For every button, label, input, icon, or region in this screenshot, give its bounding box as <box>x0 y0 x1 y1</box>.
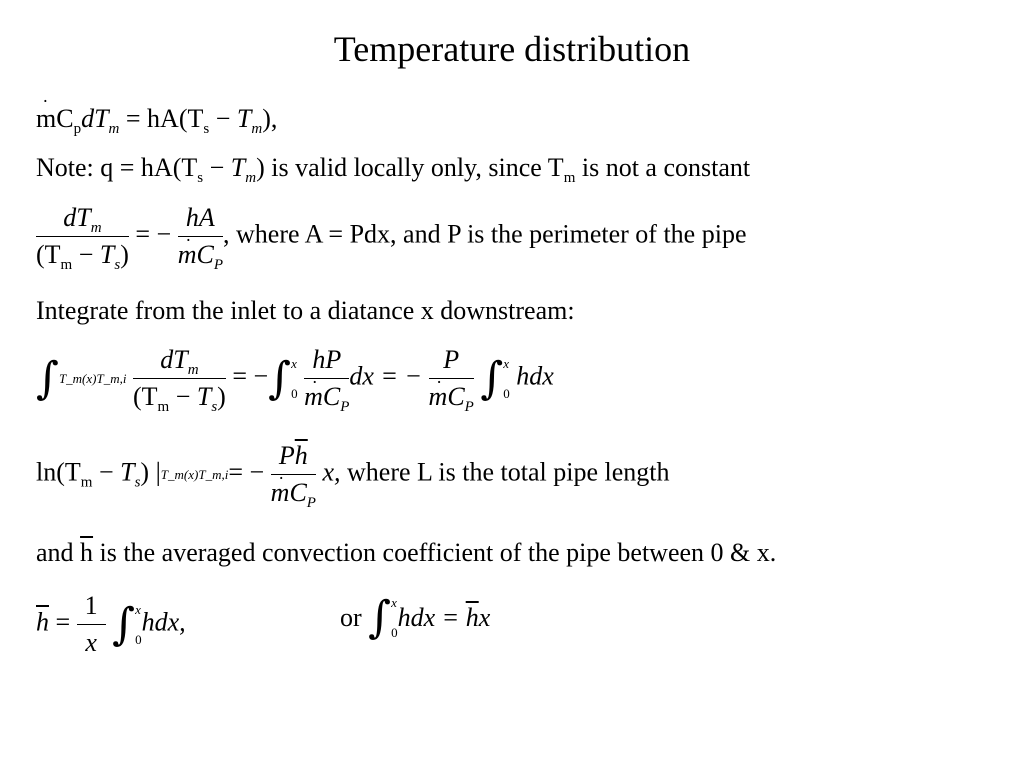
eq1-close: ), <box>262 104 278 133</box>
eq4-den: ˙ m <box>271 478 290 507</box>
eq3-pden-b: C <box>447 382 465 411</box>
hbar-b: $\overline{h}$ <box>80 538 94 567</box>
hbar-c: is the averaged convection coefficient of the pipe between 0 & x. <box>93 538 777 567</box>
note-tm: T <box>230 153 246 182</box>
eq3-pnum: P <box>443 345 460 374</box>
eq3-den: (T <box>132 382 158 411</box>
eq3-fraction-2 <box>304 342 349 415</box>
integral-sign-1: ∫ <box>36 352 59 404</box>
eq3-fnum: hP <box>312 345 342 374</box>
eq5-body: hdx, <box>141 607 186 637</box>
eq5-r1: $\overline{h}$ <box>465 603 479 632</box>
integral-sign-2: ∫ <box>268 352 292 404</box>
eq5-eq: = <box>55 607 71 637</box>
eq4-c: T <box>120 457 135 487</box>
eq3-num: dT <box>160 345 188 374</box>
eq2-num-sub: m <box>90 220 102 236</box>
eq5-body2: hdx = <box>397 603 460 632</box>
equation-hbar-alt <box>340 588 490 648</box>
equation-differential <box>36 200 746 273</box>
eq5-den: x <box>85 628 97 657</box>
eq3-lo2: 0 <box>291 385 298 401</box>
eq2-tail: , where A = Pdx, and P is the perimeter of the pipe <box>223 219 747 249</box>
eq4-a-sub: m <box>80 474 93 491</box>
integral-sign-5: ∫ <box>368 592 392 643</box>
note-d-sub: m <box>563 170 576 186</box>
eq1-dt-sub: m <box>108 121 120 137</box>
eq4-b: − <box>92 457 121 487</box>
eq5-lo: 0 <box>135 631 142 647</box>
eq1-rhs: = hA(T <box>125 104 204 133</box>
eq3-fraction-3 <box>429 342 474 415</box>
eq5-or: or <box>340 603 362 632</box>
eq3-eq1: = − <box>232 361 269 391</box>
hbar-definition-text <box>36 538 776 568</box>
eq3-pden-b-sub: P <box>464 399 474 415</box>
eq4-den-b-sub: P <box>306 495 316 511</box>
eq2-cp-sub: P <box>213 257 223 273</box>
eq1-c: C <box>56 104 74 133</box>
eq3-fraction-1 <box>133 342 226 415</box>
eq2-equals: = − <box>135 219 172 249</box>
eq4-den-b: C <box>289 478 307 507</box>
eq1-c-sub: p <box>73 121 82 137</box>
eq1-rhs-sub: s <box>203 121 210 137</box>
note-line <box>36 153 751 186</box>
note-minus: − <box>203 153 231 182</box>
mdot: ˙ m <box>36 104 56 133</box>
eq3-den-sub: m <box>157 399 170 415</box>
eq3-limits-3 <box>503 349 510 409</box>
eq4-a: ln(T <box>36 457 81 487</box>
integral-sign-4: ∫ <box>112 598 136 650</box>
slide-title: Temperature distribution <box>333 29 691 69</box>
eq4-num-a: P <box>278 441 295 470</box>
eq5-num: 1 <box>77 588 106 625</box>
note-a: Note: q = hA(T <box>36 153 198 182</box>
eq3-den-d: ) <box>217 382 226 411</box>
eq3-lo1: T_m,i <box>96 370 127 386</box>
hbar-a: and <box>36 538 81 567</box>
eq3-end: hdx <box>516 361 554 391</box>
eq5-r2: x <box>478 603 491 632</box>
eq4-eq: = − <box>228 457 265 487</box>
eq4-limits <box>161 460 229 490</box>
eq2-den-b: − <box>72 240 100 269</box>
eq5-lo2: 0 <box>391 625 398 640</box>
eq3-limits-1 <box>59 364 127 394</box>
equation-hbar <box>36 588 186 661</box>
eq4-lo: T_m,i <box>198 466 229 482</box>
eq3-den-b: − <box>169 382 197 411</box>
eq3-num-sub: m <box>187 362 199 378</box>
eq5-fraction <box>77 588 106 661</box>
integral-sign-3: ∫ <box>480 352 504 404</box>
eq2-mdot: ˙ m <box>178 240 197 269</box>
eq2-cp: C <box>196 240 214 269</box>
eq2-lhs-fraction <box>36 200 129 273</box>
eq2-den-a: (T <box>36 240 61 269</box>
eq3-up3: x <box>503 355 510 371</box>
integrate-text: Integrate from the inlet to a diatance x downstream: <box>36 296 575 325</box>
eq2-den-d: ) <box>120 240 129 269</box>
eq3-den-c-sub: s <box>211 399 218 415</box>
eq3-up1: T_m(x) <box>58 370 97 386</box>
eq2-rnum: hA <box>185 203 215 232</box>
eq4-d: ) | <box>140 457 161 487</box>
note-d: ) is valid locally only, since T <box>256 153 564 182</box>
eq4-tail-x: x, <box>322 457 341 487</box>
note-e: is not a constant <box>575 153 751 182</box>
eq2-num: dT <box>63 203 91 232</box>
eq3-fden-b-sub: P <box>340 399 350 415</box>
eq4-up: T_m(x) <box>160 466 199 482</box>
note-a-sub: s <box>197 170 204 186</box>
eq3-limits-2 <box>291 349 298 409</box>
eq4-c-sub: s <box>134 474 141 491</box>
eq3-fden-b: C <box>322 382 341 411</box>
eq3-mid: dx = − <box>349 361 423 391</box>
eq4-num-b: $\overline{h}$ <box>294 441 308 470</box>
eq3-up2: x <box>291 355 297 371</box>
eq5-up2: x <box>391 595 397 610</box>
equation-log-result <box>36 438 670 511</box>
note-tm-sub: m <box>245 170 257 186</box>
eq2-rhs-fraction <box>178 200 223 273</box>
eq3-den-c: T <box>196 382 212 411</box>
eq1-tm-sub: m <box>251 121 263 137</box>
eq5-up: x <box>135 601 141 617</box>
eq1-dt: dT <box>81 104 109 133</box>
eq2-den-c: T <box>99 240 115 269</box>
eq3-lo3: 0 <box>503 385 510 401</box>
equation-integral <box>36 342 554 415</box>
eq2-den-a-sub: m <box>60 257 73 273</box>
eq1-minus: − <box>209 104 237 133</box>
eq3-pden: ˙ m <box>429 382 448 411</box>
equation-energy-balance <box>36 104 278 137</box>
eq4-tail: where L is the total pipe length <box>340 457 670 487</box>
eq3-fden: ˙ m <box>304 382 323 411</box>
eq4-fraction <box>271 438 316 511</box>
eq5-lhs: $\overline{h}$ <box>36 607 49 637</box>
eq1-tm: T <box>236 104 252 133</box>
eq2-den-c-sub: s <box>114 257 121 273</box>
